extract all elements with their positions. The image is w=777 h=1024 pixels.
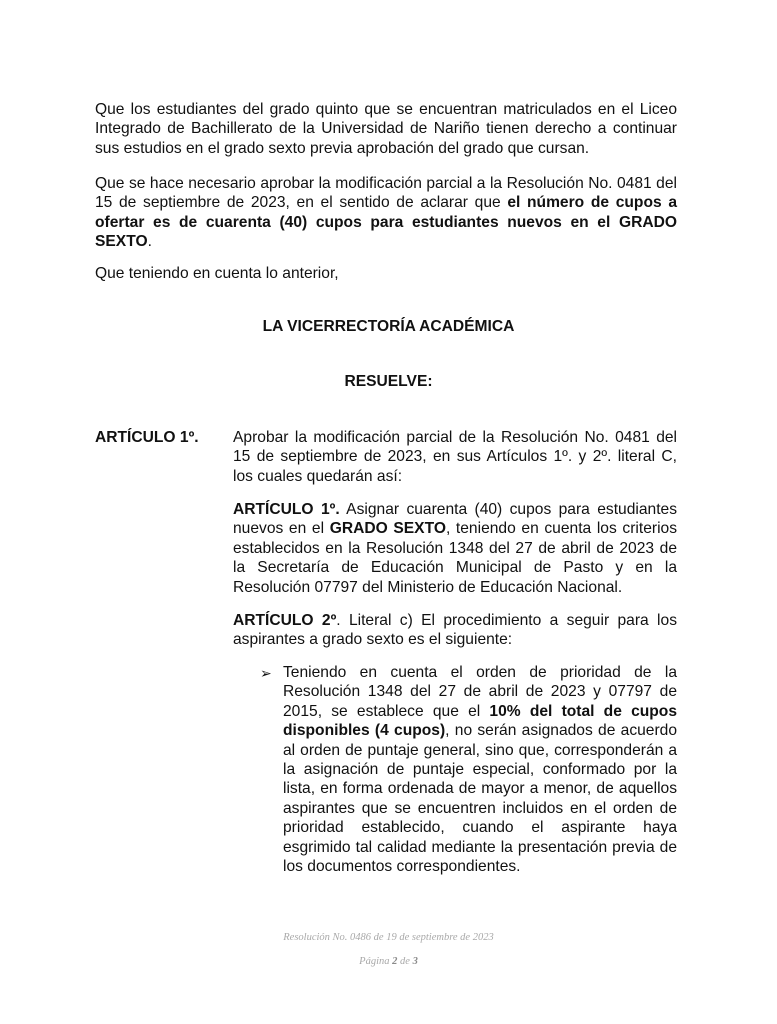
text-line: Resolución 1348 del 27 de abril de 2023 y 07797 de — [283, 683, 677, 701]
text-line: establecidos en la Resolución 1348 del 27 de abril de 2023 de — [233, 539, 677, 557]
text-line: disponibles (4 cupos), no serán asignados de acuerdo — [283, 722, 677, 740]
text-line: 15 de septiembre de 2023, en sus Artículos 1º. y 2º. literal C, — [233, 448, 677, 466]
paragraph-students-fifth-grade — [95, 100, 677, 158]
text-line: ARTÍCULO 1º. Asignar cuarenta (40) cupos para estudiantes — [233, 501, 677, 518]
bullet-text — [283, 663, 677, 876]
article-1-text — [233, 428, 677, 486]
text-line: Que se hace necesario aprobar la modificación parcial a la Resolución No. 0481 del — [95, 175, 677, 192]
text-line: la asignación de puntaje especial, conformado por la — [283, 761, 677, 779]
text-line: SEXTO. — [95, 233, 152, 251]
heading-vicerrectoria: LA VICERRECTORÍA ACADÉMICA — [262, 318, 515, 335]
text-line: Resolución 07797 del Ministerio de Educación Nacional. — [233, 578, 623, 596]
text-line: esgrimido tal calidad mediante la presentación previa de — [283, 838, 677, 856]
arrow-bullet-icon: ➢ — [260, 665, 272, 681]
text-line: al orden de puntaje general, sino que, corresponderán a — [283, 741, 677, 759]
paragraph-considering — [95, 264, 677, 283]
text-line: aspirantes que se encuentren incluidos en el orden de — [283, 799, 677, 817]
text-line: sus estudios en el grado sexto previa aprobación del grado que cursan. — [95, 139, 590, 157]
text-line: los documentos correspondientes. — [283, 858, 521, 876]
text-line: nuevos en el GRADO SEXTO, teniendo en cuenta los criterios — [233, 520, 678, 538]
paragraph-modification — [95, 174, 677, 252]
text-line: Que teniendo en cuenta lo anterior, — [95, 265, 339, 282]
text-line: Teniendo en cuenta el orden de prioridad de la — [283, 664, 677, 681]
heading-resuelve: RESUELVE: — [344, 373, 433, 390]
text-line: Aprobar la modificación parcial de la Resolución No. 0481 del — [233, 429, 677, 446]
sub-article-2 — [233, 611, 677, 650]
text-line: lista, en forma ordenada de mayor a menor, de aquellos — [283, 780, 677, 798]
text-line: 15 de septiembre de 2023, en el sentido de aclarar que el número de cupos a — [95, 194, 677, 212]
sub-article-1 — [233, 500, 677, 597]
text-line: aspirantes a grado sexto es el siguiente: — [233, 631, 513, 649]
text-line: la Secretaría de Educación Municipal de Pasto y en la — [233, 559, 677, 577]
footer-resolution: Resolución No. 0486 de 19 de septiembre de 2023 — [283, 932, 494, 943]
text-line: ARTÍCULO 2º. Literal c) El procedimiento a seguir para los — [233, 612, 677, 629]
text-line: 2015, se establece que el 10% del total de cupos — [283, 702, 678, 720]
text-line: Integrado de Bachillerato de la Universidad de Nariño tienen derecho a continuar — [95, 120, 677, 138]
text-line: ofertar es de cuarenta (40) cupos para estudiantes nuevos en el GRADO — [95, 213, 677, 231]
text-line: Que los estudiantes del grado quinto que se encuentran matriculados en el Liceo — [95, 101, 677, 118]
footer-page-number: Página 2 de 3 — [359, 956, 418, 967]
text-line: los cuales quedarán así: — [233, 467, 403, 485]
text-line: prioridad establecido, cuando el aspirante haya — [283, 819, 677, 837]
article-1-label: ARTÍCULO 1º. — [95, 429, 199, 446]
